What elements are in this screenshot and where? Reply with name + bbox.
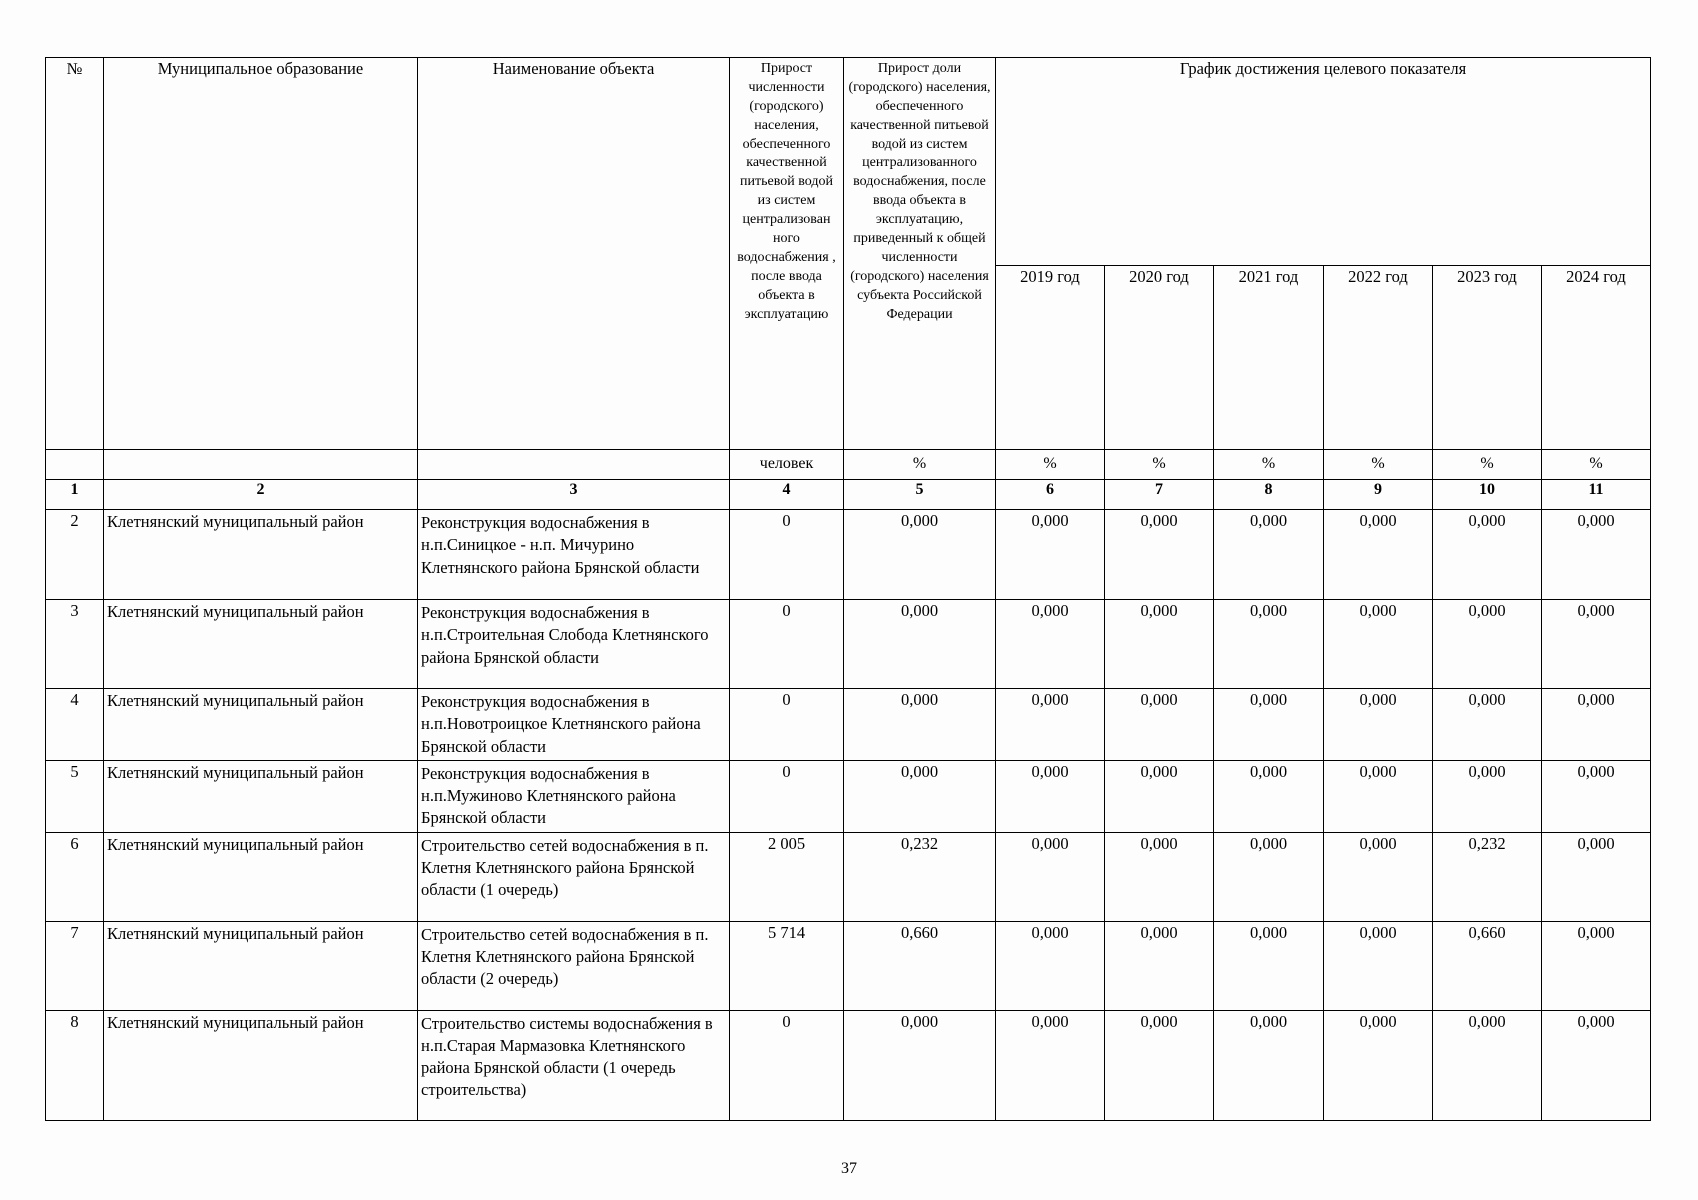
row-no: 7 bbox=[46, 921, 104, 1010]
row-no: 6 bbox=[46, 832, 104, 921]
header-schedule: График достижения целевого показателя bbox=[996, 58, 1651, 266]
row-no: 2 bbox=[46, 510, 104, 600]
row-no: 4 bbox=[46, 689, 104, 761]
header-year-2022: 2022 год bbox=[1324, 266, 1433, 450]
row-municipality: Клетнянский муниципальный район bbox=[104, 510, 418, 600]
row-year-2020: 0,000 bbox=[1105, 689, 1214, 761]
row-municipality: Клетнянский муниципальный район bbox=[104, 600, 418, 689]
col-number-7: 7 bbox=[1105, 480, 1214, 510]
row-year-2021: 0,000 bbox=[1214, 600, 1324, 689]
row-year-2021: 0,000 bbox=[1214, 510, 1324, 600]
row-people: 0 bbox=[730, 600, 844, 689]
row-year-2022: 0,000 bbox=[1324, 510, 1433, 600]
row-object: Строительство системы водоснабжения в н.п.Старая Мармазовка Клетнянского района Брянской области (1 очередь строительства) bbox=[418, 1010, 730, 1120]
row-year-2024: 0,000 bbox=[1542, 832, 1651, 921]
row-year-2019: 0,000 bbox=[996, 921, 1105, 1010]
row-year-2021: 0,000 bbox=[1214, 1010, 1324, 1120]
row-year-2021: 0,000 bbox=[1214, 689, 1324, 761]
header-year-2020: 2020 год bbox=[1105, 266, 1214, 450]
row-year-2022: 0,000 bbox=[1324, 921, 1433, 1010]
row-year-2019: 0,000 bbox=[996, 1010, 1105, 1120]
col-number-11: 11 bbox=[1542, 480, 1651, 510]
row-share: 0,000 bbox=[844, 510, 996, 600]
unit-people: человек bbox=[730, 450, 844, 480]
table-row bbox=[46, 921, 1651, 1010]
row-year-2019: 0,000 bbox=[996, 832, 1105, 921]
row-municipality: Клетнянский муниципальный район bbox=[104, 1010, 418, 1120]
row-year-2020: 0,000 bbox=[1105, 760, 1214, 832]
col-number-4: 4 bbox=[730, 480, 844, 510]
header-year-2023: 2023 год bbox=[1433, 266, 1542, 450]
table-row bbox=[46, 510, 1651, 600]
row-no: 5 bbox=[46, 760, 104, 832]
row-municipality: Клетнянский муниципальный район bbox=[104, 760, 418, 832]
row-share: 0,660 bbox=[844, 921, 996, 1010]
row-share: 0,000 bbox=[844, 1010, 996, 1120]
col-number-9: 9 bbox=[1324, 480, 1433, 510]
header-growth-count: Прирост численности (городского) населения, обеспеченного качественной питьевой водой из систем централизован ного водоснабжения , после ввода объекта в эксплуатацию bbox=[730, 58, 844, 450]
row-year-2020: 0,000 bbox=[1105, 1010, 1214, 1120]
row-year-2022: 0,000 bbox=[1324, 1010, 1433, 1120]
col-number-3: 3 bbox=[418, 480, 730, 510]
row-people: 0 bbox=[730, 510, 844, 600]
row-year-2023: 0,000 bbox=[1433, 760, 1542, 832]
target-indicator-table bbox=[45, 57, 1651, 1121]
col-number-8: 8 bbox=[1214, 480, 1324, 510]
row-object: Реконструкция водоснабжения в н.п.Мужиново Клетнянского района Брянской области bbox=[418, 760, 730, 832]
col-number-1: 1 bbox=[46, 480, 104, 510]
row-object: Реконструкция водоснабжения в н.п.Новотроицкое Клетнянского района Брянской области bbox=[418, 689, 730, 761]
row-year-2019: 0,000 bbox=[996, 689, 1105, 761]
row-year-2022: 0,000 bbox=[1324, 689, 1433, 761]
row-people: 5 714 bbox=[730, 921, 844, 1010]
row-year-2019: 0,000 bbox=[996, 510, 1105, 600]
row-share: 0,000 bbox=[844, 600, 996, 689]
row-people: 0 bbox=[730, 689, 844, 761]
row-year-2023: 0,000 bbox=[1433, 689, 1542, 761]
row-year-2021: 0,000 bbox=[1214, 921, 1324, 1010]
row-year-2019: 0,000 bbox=[996, 760, 1105, 832]
table-row bbox=[46, 1010, 1651, 1120]
row-share: 0,000 bbox=[844, 689, 996, 761]
row-year-2023: 0,660 bbox=[1433, 921, 1542, 1010]
unit-percent-share: % bbox=[844, 450, 996, 480]
col-number-2: 2 bbox=[104, 480, 418, 510]
row-object: Реконструкция водоснабжения в н.п.Синицкое - н.п. Мичурино Клетнянского района Брянской области bbox=[418, 510, 730, 600]
col-number-10: 10 bbox=[1433, 480, 1542, 510]
row-share: 0,232 bbox=[844, 832, 996, 921]
row-object: Реконструкция водоснабжения в н.п.Строительная Слобода Клетнянского района Брянской области bbox=[418, 600, 730, 689]
row-year-2021: 0,000 bbox=[1214, 832, 1324, 921]
row-year-2024: 0,000 bbox=[1542, 600, 1651, 689]
unit-percent-2022: % bbox=[1324, 450, 1433, 480]
row-no: 3 bbox=[46, 600, 104, 689]
row-municipality: Клетнянский муниципальный район bbox=[104, 832, 418, 921]
header-municipality: Муниципальное образование bbox=[104, 58, 418, 450]
table-row bbox=[46, 600, 1651, 689]
row-year-2020: 0,000 bbox=[1105, 510, 1214, 600]
row-share: 0,000 bbox=[844, 760, 996, 832]
row-year-2022: 0,000 bbox=[1324, 760, 1433, 832]
row-year-2024: 0,000 bbox=[1542, 921, 1651, 1010]
row-object: Строительство сетей водоснабжения в п. Клетня Клетнянского района Брянской области (1 очередь) bbox=[418, 832, 730, 921]
header-year-2021: 2021 год bbox=[1214, 266, 1324, 450]
row-municipality: Клетнянский муниципальный район bbox=[104, 921, 418, 1010]
row-year-2023: 0,000 bbox=[1433, 600, 1542, 689]
row-year-2019: 0,000 bbox=[996, 600, 1105, 689]
col-number-6: 6 bbox=[996, 480, 1105, 510]
row-no: 8 bbox=[46, 1010, 104, 1120]
col-number-5: 5 bbox=[844, 480, 996, 510]
unit-empty-1 bbox=[46, 450, 104, 480]
header-year-2019: 2019 год bbox=[996, 266, 1105, 450]
row-year-2023: 0,000 bbox=[1433, 510, 1542, 600]
row-year-2022: 0,000 bbox=[1324, 600, 1433, 689]
unit-percent-2019: % bbox=[996, 450, 1105, 480]
page-number: 37 bbox=[841, 1160, 857, 1177]
unit-percent-2020: % bbox=[1105, 450, 1214, 480]
unit-percent-2024: % bbox=[1542, 450, 1651, 480]
row-year-2024: 0,000 bbox=[1542, 1010, 1651, 1120]
header-object-name: Наименование объекта bbox=[418, 58, 730, 450]
unit-empty-3 bbox=[418, 450, 730, 480]
table-row bbox=[46, 832, 1651, 921]
row-year-2021: 0,000 bbox=[1214, 760, 1324, 832]
header-no: № bbox=[46, 58, 104, 450]
row-year-2020: 0,000 bbox=[1105, 921, 1214, 1010]
row-year-2024: 0,000 bbox=[1542, 760, 1651, 832]
row-year-2022: 0,000 bbox=[1324, 832, 1433, 921]
row-year-2024: 0,000 bbox=[1542, 689, 1651, 761]
unit-empty-2 bbox=[104, 450, 418, 480]
row-people: 0 bbox=[730, 760, 844, 832]
row-people: 2 005 bbox=[730, 832, 844, 921]
table-row bbox=[46, 689, 1651, 761]
row-municipality: Клетнянский муниципальный район bbox=[104, 689, 418, 761]
table-row bbox=[46, 760, 1651, 832]
row-people: 0 bbox=[730, 1010, 844, 1120]
header-year-2024: 2024 год bbox=[1542, 266, 1651, 450]
row-year-2023: 0,000 bbox=[1433, 1010, 1542, 1120]
row-object: Строительство сетей водоснабжения в п. Клетня Клетнянского района Брянской области (2 очередь) bbox=[418, 921, 730, 1010]
unit-percent-2023: % bbox=[1433, 450, 1542, 480]
header-growth-share: Прирост доли (городского) населения, обеспеченного качественной питьевой водой из систем централизованного водоснабжения, после ввода объекта в эксплуатацию, приведенный к общей численности (городского) населения субъекта Российской Федерации bbox=[844, 58, 996, 450]
row-year-2020: 0,000 bbox=[1105, 832, 1214, 921]
row-year-2024: 0,000 bbox=[1542, 510, 1651, 600]
row-year-2020: 0,000 bbox=[1105, 600, 1214, 689]
row-year-2023: 0,232 bbox=[1433, 832, 1542, 921]
unit-percent-2021: % bbox=[1214, 450, 1324, 480]
